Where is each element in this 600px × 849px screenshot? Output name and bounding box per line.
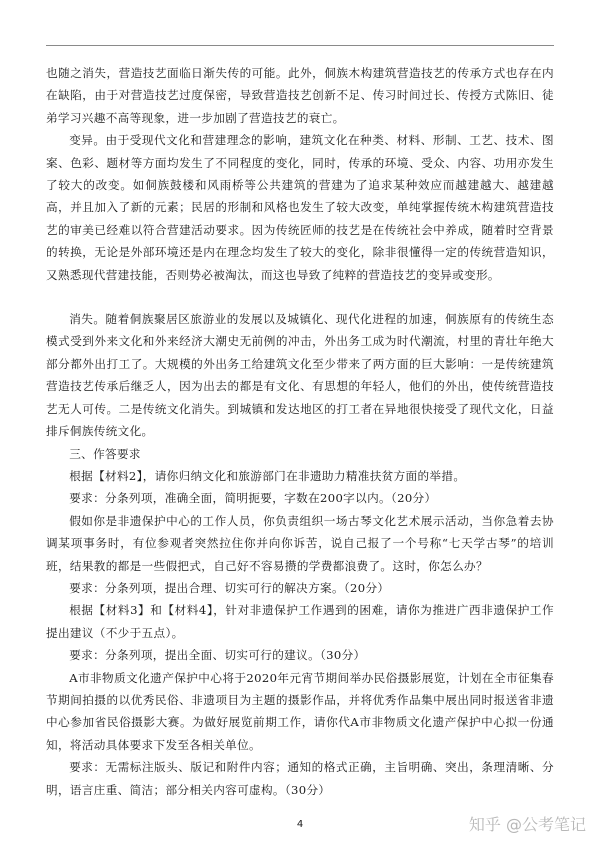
paragraph-variation: 变异。由于受现代文化和营建理念的影响，建筑文化在种类、材料、形制、工艺、技术、图案、色彩、题材等方面均发生了不同程度的变化，同时，传承的环境、受众、内容、功用亦发生了较大的改变。如侗族鼓楼和风雨桥等公共建筑的营建为了追求某种效应而越建越大、越建越高，并且加入了新的元素；民居的形制和风格也发生了较大改变，单纯掌握传统木构建筑营造技艺的审美已经难以符合营建活动要求。因为传统匠师的技艺是在传统社会中养成，随着时空背景的转换，无论是外部环境还是内在理念均发生了较大的变化，除非很懂得一定的传统营造知识，又熟悉现代营建技能，否则势必被淘汰，而这也导致了纯粹的营造技艺的变异或变形。	[46, 133, 554, 282]
question-3: 根据【材料3】和【材料4】，针对非遗保护工作遇到的困难，请你为推进广西非遗保护工作提出建议（不少于五点）。	[46, 603, 554, 640]
question-3-requirement: 要求：分条列项，提出全面、切实可行的建议。（30分）	[69, 648, 366, 663]
question-1: 根据【材料2】，请你归纳文化和旅游部门在非遗助力精准扶贫方面的举措。	[69, 468, 466, 483]
question-1-requirement: 要求：分条列项，准确全面，简明扼要，字数在200字以内。（20分）	[69, 491, 437, 506]
question-4-requirement: 要求：无需标注版头、版记和附件内容；通知的格式正确，主旨明确、突出，条理清晰、分明，语言庄重、简洁；部分相关内容可虚构。（30分）	[46, 760, 554, 797]
question-2: 假如你是非遗保护中心的工作人员，你负责组织一场古琴文化艺术展示活动，当你急着去协调某项事务时，有位参观者突然拉住你并向你诉苦，说自己报了一个号称“七天学古琴”的培训班，结果教的都是一些假把式，自己好不容易攒的学费都浪费了。这时，你怎么办？	[46, 513, 554, 573]
question-2-requirement: 要求：分条列项，提出合理、切实可行的解决方案。（20分）	[69, 580, 390, 595]
section-heading-requirements: 三、作答要求	[69, 446, 141, 461]
watermark: 知乎 @公考笔记	[468, 815, 586, 834]
document-body	[46, 62, 554, 801]
paragraph-disappearance: 消失。随着侗族聚居区旅游业的发展以及城镇化、现代化进程的加速，侗族原有的传统生态模式受到外来文化和外来经济大潮史无前例的冲击，外出务工成为时代潮流，村里的青壮年绝大部分都外出打工了。大规模的外出务工给建筑文化至少带来了两方面的巨大影响：一是传统建筑营造技艺传承后继乏人，因为出去的都是有文化、有思想的年轻人，他们的外出，使传统营造技艺无人可传。二是传统文化消失。到城镇和发达地区的打工者在异地很快接受了现代文化，日益排斥侗族传统文化。	[46, 312, 554, 439]
page-number: 4	[296, 819, 304, 830]
paragraph-gap	[46, 286, 554, 308]
question-4: A市非物质文化遗产保护中心将于2020年元宵节期间举办民俗摄影展览，计划在全市征集春节期间拍摄的以优秀民俗、非遗项目为主题的摄影作品，并将优秀作品集中展出同时报送省非遗中心参加省民俗摄影大赛。为做好展览前期工作，请你代A市非物质文化遗产保护中心拟一份通知，将活动具体要求下发至各相关单位。	[46, 670, 554, 752]
header-rule	[46, 45, 554, 46]
paragraph-continuation: 也随之消失，营造技艺面临日渐失传的可能。此外，侗族木构建筑营造技艺的传承方式也存在内在缺陷，由于对营造技艺过度保密，导致营造技艺创新不足、传习时间过长、传授方式陈旧、徒弟学习兴趣不高等现象，进一步加剧了营造技艺的衰亡。	[46, 66, 554, 125]
